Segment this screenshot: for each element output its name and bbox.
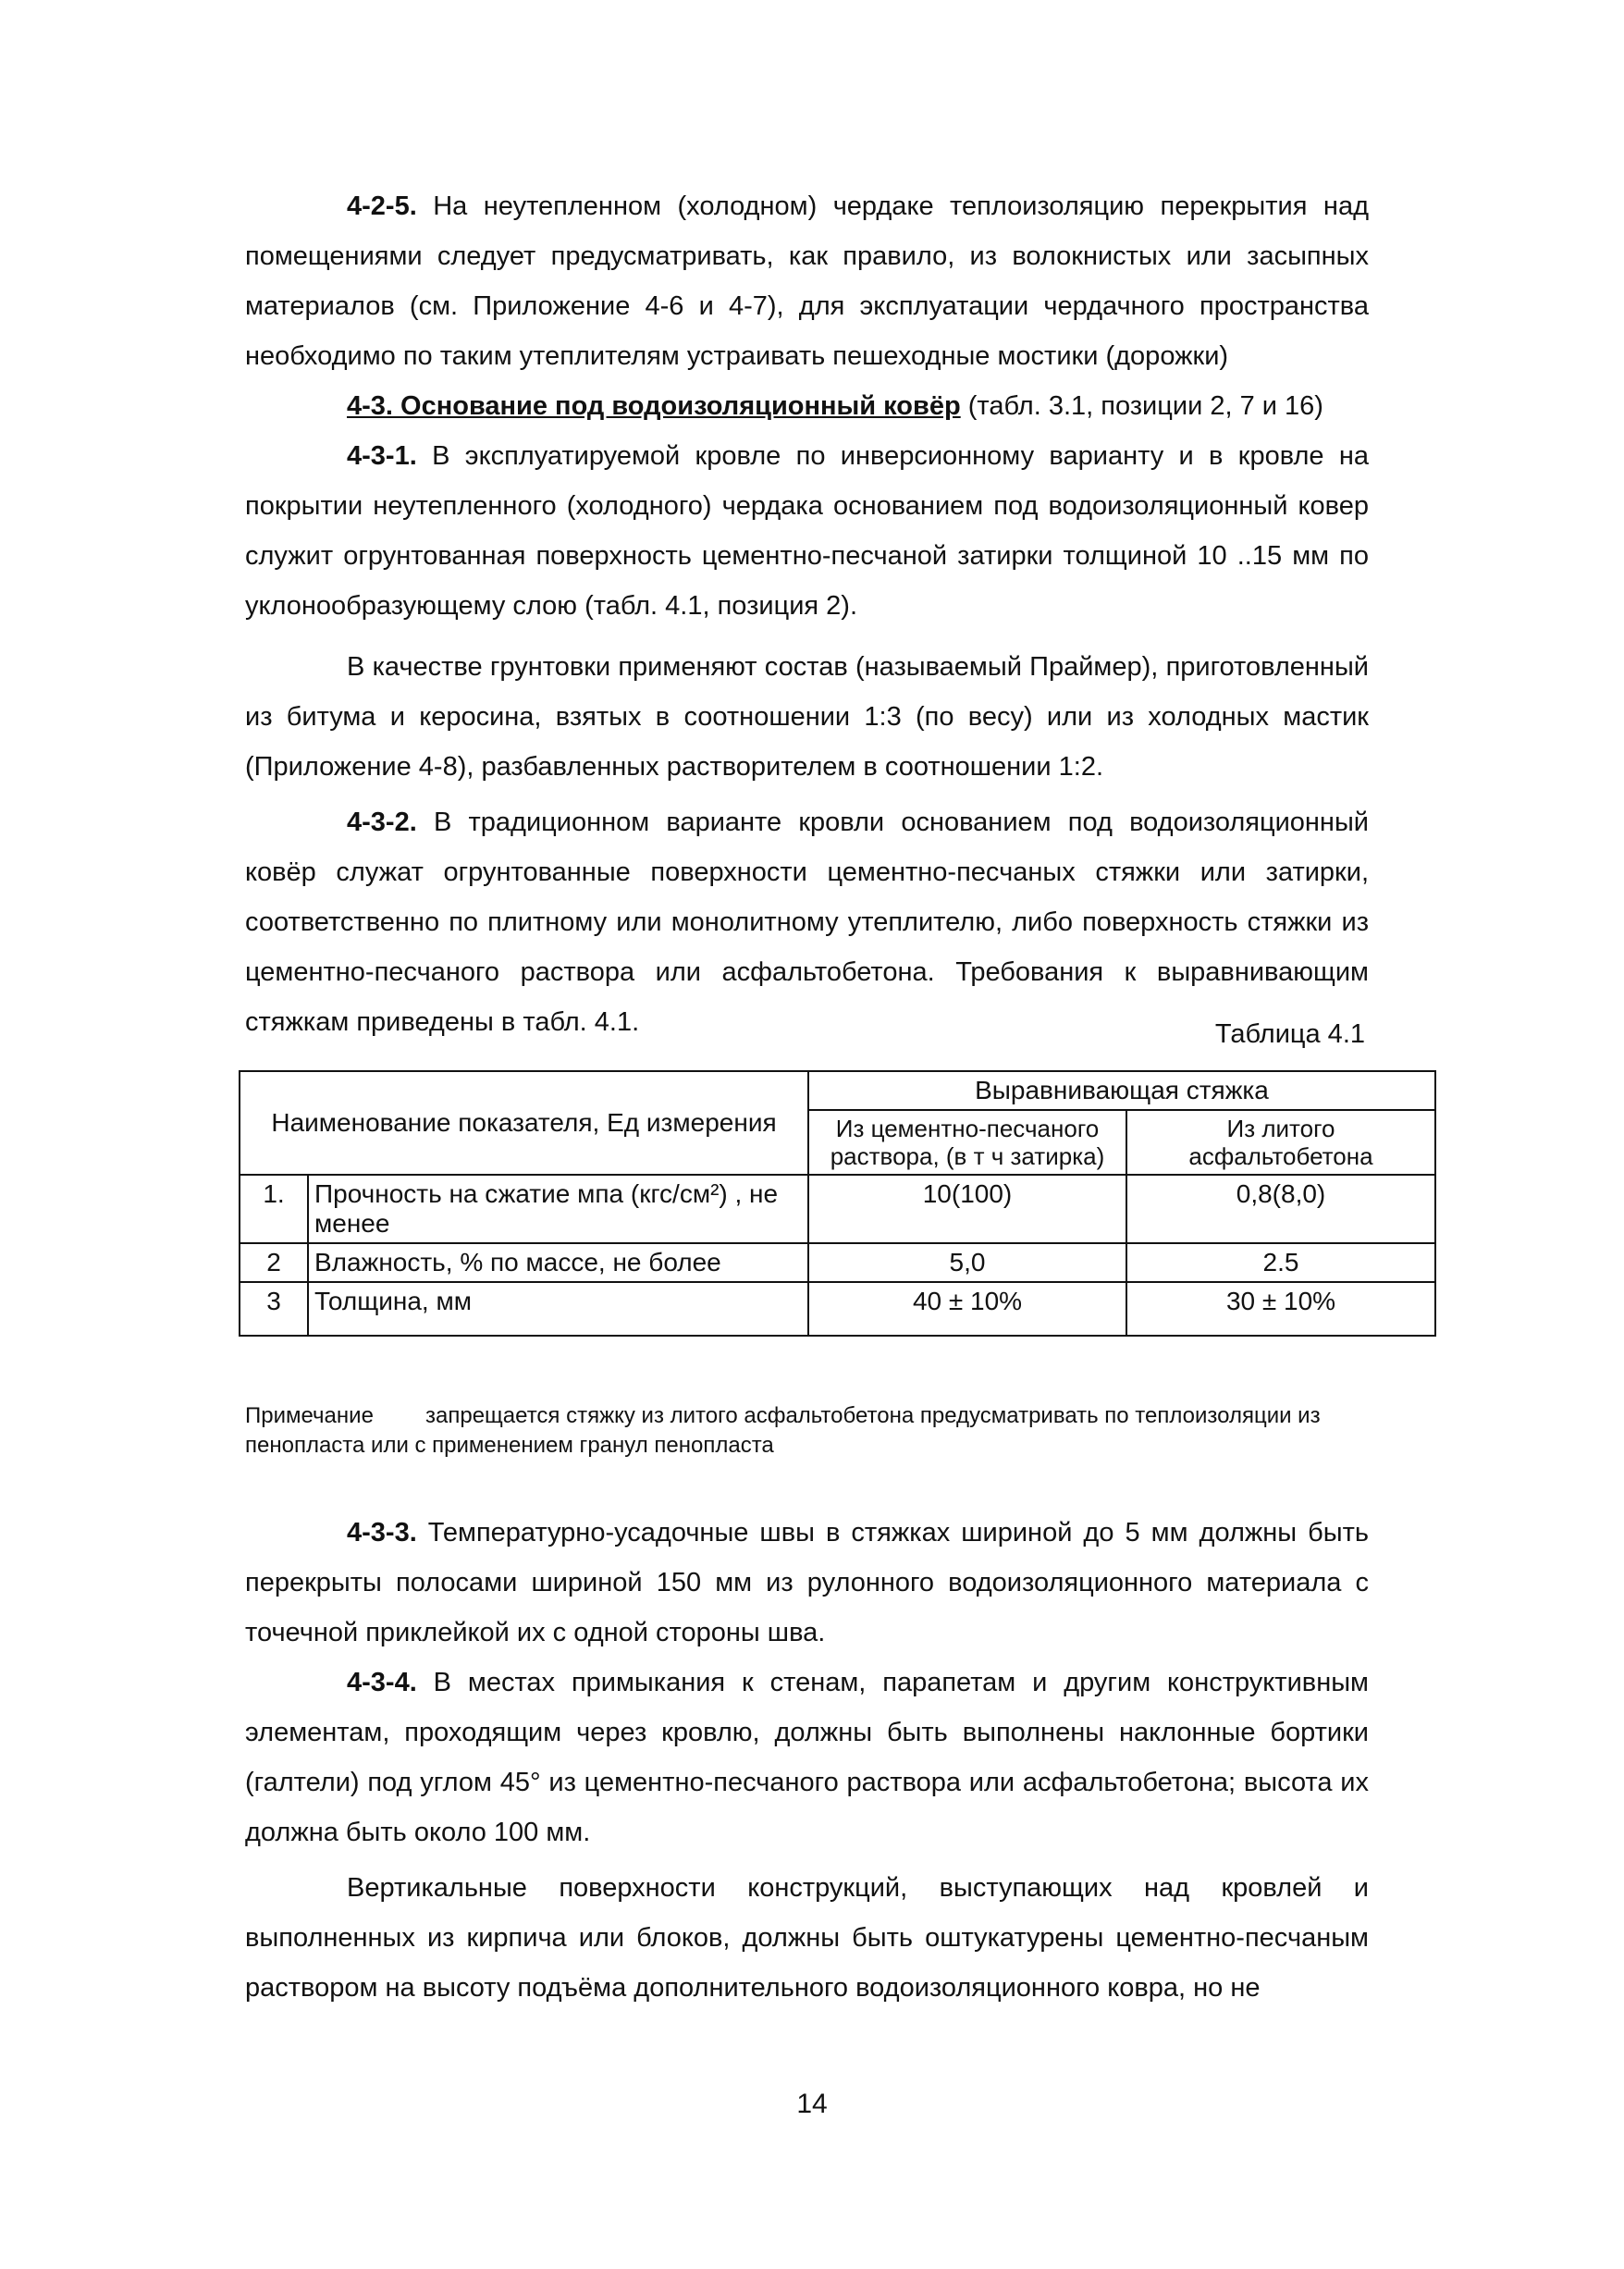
lower-text bbox=[245, 1508, 1369, 2013]
row-value-cement-sand: 5,0 bbox=[808, 1243, 1126, 1282]
table-caption: Таблица 4.1 bbox=[1214, 1019, 1365, 1049]
clause-text: В традиционном варианте кровли основанием под водоизоляционный ковёр служат огрунтованные поверхности цементно-песчаных стяжки или затирки, соответственно по плитному или монолитному утеплителю, либо поверхность стяжки из цементно-песчаного раствора или асфальтобетона. Требования к выравнивающим стяжкам приведены в табл. 4.1. bbox=[245, 808, 1369, 1037]
clause-number: 4-3-2. bbox=[347, 808, 417, 837]
table-row bbox=[240, 1282, 1435, 1336]
row-number: 2 bbox=[240, 1243, 308, 1282]
header-indicator-name: Наименование показателя, Ед измерения bbox=[240, 1071, 808, 1175]
table-header-row bbox=[240, 1071, 1435, 1110]
section-ref: (табл. 3.1, позиции 2, 7 и 16) bbox=[960, 391, 1323, 421]
row-value-cast-asphalt: 2.5 bbox=[1126, 1243, 1435, 1282]
requirements-table bbox=[239, 1070, 1436, 1337]
note-text: запрещается стяжку из литого асфальтобетона предусматривать по теплоизоляции из пенопласта или с применением гранул пенопласта bbox=[245, 1403, 1321, 1458]
clause-text: Температурно-усадочные швы в стяжках шириной до 5 мм должны быть перекрыты полосами шириной 150 мм из рулонного водоизоляционного материала с точечной приклейкой их с одной стороны шва. bbox=[245, 1518, 1369, 1647]
clause-text: В местах примыкания к стенам, парапетам и другим конструктивным элементам, проходящим через кровлю, должны быть выполнены наклонные бортики (галтели) под углом 45° из цементно-песчаного раствора или асфальтобетона; высота их должна быть около 100 мм. bbox=[245, 1668, 1369, 1847]
paragraph-4-3-1 bbox=[245, 431, 1369, 631]
row-value-cast-asphalt: 30 ± 10% bbox=[1126, 1282, 1435, 1336]
upper-text bbox=[245, 181, 1369, 1047]
table-row bbox=[240, 1175, 1435, 1243]
header-leveling-screed: Выравнивающая стяжка bbox=[808, 1071, 1435, 1110]
paragraph-4-2-5 bbox=[245, 181, 1369, 381]
section-heading-4-3 bbox=[245, 381, 1369, 431]
row-number: 1. bbox=[240, 1175, 308, 1243]
clause-number: 4-2-5. bbox=[347, 191, 417, 221]
section-title: 4-3. Основание под водоизоляционный ковёр bbox=[347, 391, 961, 421]
clause-number: 4-3-3. bbox=[347, 1518, 417, 1548]
paragraph-4-3-4 bbox=[245, 1658, 1369, 1857]
header-cement-sand: Из цементно-песчаного раствора, (в т ч затирка) bbox=[808, 1110, 1126, 1175]
paragraph-vertical-surfaces: Вертикальные поверхности конструкций, выступающих над кровлей и выполненных из кирпича или блоков, должны быть оштукатурены цементно-песчаным раствором на высоту подъёма дополнительного водоизоляционного ковра, но не bbox=[245, 1873, 1369, 2003]
row-indicator: Толщина, мм bbox=[308, 1282, 808, 1336]
paragraph-4-3-2 bbox=[245, 797, 1369, 1047]
row-indicator: Влажность, % по массе, не более bbox=[308, 1243, 808, 1282]
row-value-cement-sand: 40 ± 10% bbox=[808, 1282, 1126, 1336]
table-row bbox=[240, 1243, 1435, 1282]
header-cast-asphalt: Из литого асфальтобетона bbox=[1126, 1110, 1435, 1175]
table-note bbox=[245, 1401, 1369, 1461]
clause-text: На неутепленном (холодном) чердаке теплоизоляцию перекрытия над помещениями следует предусматривать, как правило, из волокнистых или засыпных материалов (см. Приложение 4-6 и 4-7), для эксплуатации чердачного пространства необходимо по таким утеплителям устраивать пешеходные мостики (дорожки) bbox=[245, 191, 1369, 371]
row-value-cement-sand: 10(100) bbox=[808, 1175, 1126, 1243]
row-indicator: Прочность на сжатие мпа (кгс/см²) , не менее bbox=[308, 1175, 808, 1243]
clause-number: 4-3-4. bbox=[347, 1668, 417, 1697]
note-label: Примечание bbox=[245, 1403, 374, 1428]
paragraph-4-3-3 bbox=[245, 1508, 1369, 1658]
clause-number: 4-3-1. bbox=[347, 441, 417, 471]
paragraph-primer: В качестве грунтовки применяют состав (называемый Праймер), приготовленный из битума и керосина, взятых в соотношении 1:3 (по весу) или из холодных мастик (Приложение 4-8), разбавленных растворителем в соотношении 1:2. bbox=[245, 652, 1369, 782]
row-value-cast-asphalt: 0,8(8,0) bbox=[1126, 1175, 1435, 1243]
clause-text: В эксплуатируемой кровле по инверсионному варианту и в кровле на покрытии неутепленного (холодного) чердака основанием под водоизоляционный ковер служит огрунтованная поверхность цементно-песчаной затирки толщиной 10 ..15 мм по уклонообразующему слою (табл. 4.1, позиция 2). bbox=[245, 441, 1369, 621]
row-number: 3 bbox=[240, 1282, 308, 1336]
page-number: 14 bbox=[796, 2089, 828, 2119]
